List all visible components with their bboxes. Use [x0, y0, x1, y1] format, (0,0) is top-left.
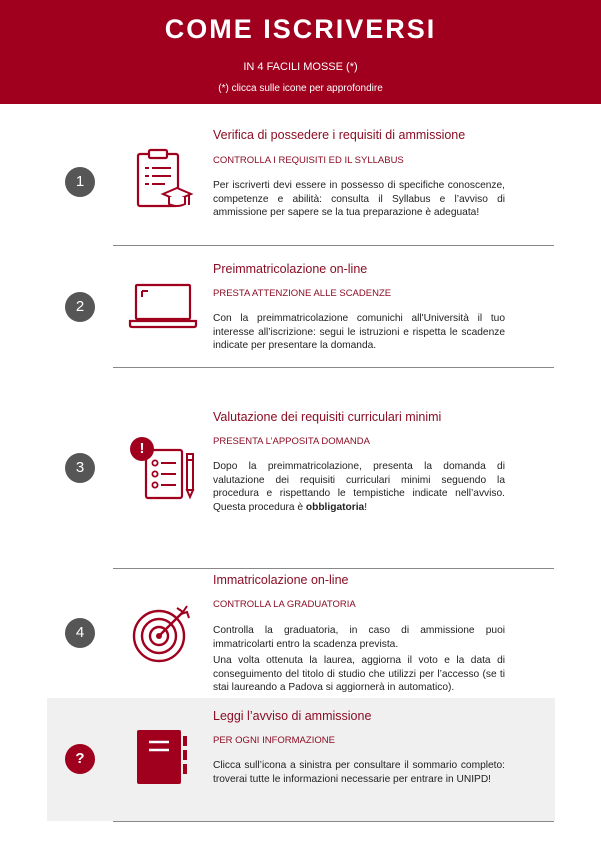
page-note: (*) clicca sulle icone per approfondire	[218, 83, 383, 94]
step-description-text: Dopo la preimmatricolazione, presenta la domanda di valutazione dei requisiti curriculari minimi seguendo la procedura e rispettando le tempistiche indicate nell’avviso. Questa procedura è	[213, 461, 505, 513]
clipboard-graduation-icon[interactable]	[135, 148, 195, 215]
page-subtitle: IN 4 FACILI MOSSE (*)	[243, 61, 358, 73]
laptop-icon[interactable]	[128, 283, 198, 334]
step-title: Immatricolazione on-line	[213, 573, 349, 587]
step-description-end: !	[364, 501, 368, 513]
step-subtitle: PRESENTA L’APPOSITA DOMANDA	[213, 436, 370, 447]
step-number-badge: 1	[65, 167, 95, 197]
step-subtitle: CONTROLLA LA GRADUATORIA	[213, 599, 356, 610]
step-subtitle: PER OGNI INFORMAZIONE	[213, 735, 335, 746]
header-banner	[0, 0, 601, 104]
target-arrow-icon[interactable]	[131, 602, 193, 669]
divider	[113, 821, 554, 822]
step-title: Leggi l’avviso di ammissione	[213, 709, 372, 723]
step-subtitle: PRESTA ATTENZIONE ALLE SCADENZE	[213, 288, 392, 299]
step-description-extra: Una volta ottenuta la laurea, aggiorna il voto e la data di conseguimento del titolo di studio che utilizzi per l’accesso (se ti stai laureando a Padova si aggiornerà in automatico).	[213, 655, 505, 693]
step-description-bold: obbligatoria	[305, 501, 365, 513]
alert-icon: !	[130, 437, 154, 461]
page-title: COME ISCRIVERSI	[164, 14, 437, 44]
divider	[113, 367, 554, 368]
step-title: Verifica di possedere i requisiti di ammissione	[213, 128, 466, 142]
step-title: Valutazione dei requisiti curriculari minimi	[213, 410, 442, 424]
step-description: Per iscriverti devi essere in possesso di specifiche conoscenze, competenze e abilità: consulta il Syllabus e l’avviso di ammissione per sapere se la tua preparazione è adeguata!	[213, 180, 505, 218]
step-description: Con la preimmatricolazione comunichi all'Università il tuo interesse all’iscrizione: segui le istruzioni e rispetta le scadenze indicate per presentare la domanda.	[213, 313, 505, 351]
step-title: Preimmatricolazione on-line	[213, 262, 368, 276]
step-number-badge: 4	[65, 618, 95, 648]
step-number-badge: 3	[65, 453, 95, 483]
step-description	[213, 460, 505, 514]
divider	[113, 245, 554, 246]
step-number-badge: 2	[65, 292, 95, 322]
divider	[113, 568, 554, 569]
step-description: Controlla la graduatoria, in caso di ammissione puoi immatricolarti entro la scadenza prevista.	[213, 625, 505, 650]
help-badge: ?	[65, 744, 95, 774]
step-subtitle: CONTROLLA I REQUISITI ED IL SYLLABUS	[213, 155, 404, 166]
notebook-icon[interactable]	[135, 726, 191, 793]
step-description: Clicca sull’icona a sinistra per consultare il sommario completo: troverai tutte le informazioni necessarie per entrare in UNIPD!	[213, 760, 505, 785]
